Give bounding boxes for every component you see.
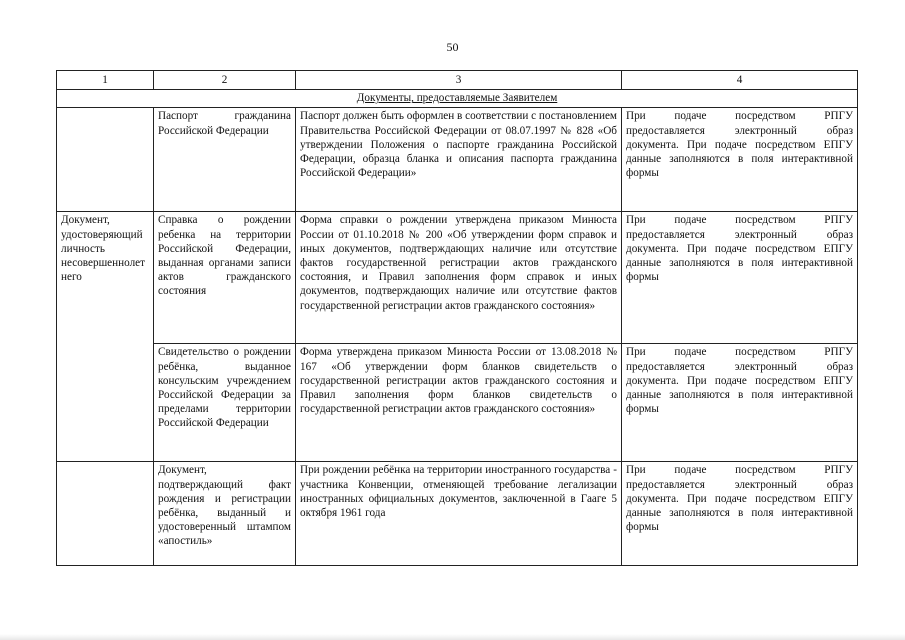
page-number: 50 <box>446 40 459 54</box>
page-bottom-edge <box>0 634 905 640</box>
cell-requirements: Форма утверждена приказом Минюста России от 13.08.2018 № 167 «Об утверждении форм бланков свидетельств о государственной регистрации актов гражданского состояния и Правил заполнения форм бланков свидетельств о государственной регистрации актов гражданского состояния» <box>296 344 622 462</box>
table-row <box>57 108 858 212</box>
section-title: Документы, предоставляемые Заявителем <box>57 90 858 108</box>
cell-document-name: Документ, подтверждающий факт рождения и регистрации ребёнка, выданный и удостоверенный штампом «апостиль» <box>154 462 296 566</box>
column-header-3: 3 <box>296 71 622 90</box>
cell-document-name: Паспорт гражданина Российской Федерации <box>154 108 296 212</box>
header-row <box>57 71 858 90</box>
cell-submission-note: При подаче посредством РПГУ предоставляется электронный образ документа. При подаче посредством ЕПГУ данные заполняются в поля интерактивной формы <box>622 462 858 566</box>
column-header-4: 4 <box>622 71 858 90</box>
cell-document-type <box>57 108 154 212</box>
cell-submission-note: При подаче посредством РПГУ предоставляется электронный образ документа. При подаче посредством ЕПГУ данные заполняются в поля интерактивной формы <box>622 212 858 344</box>
section-row <box>57 90 858 108</box>
table-row <box>57 462 858 566</box>
cell-requirements: Паспорт должен быть оформлен в соответствии с постановлением Правительства Российской Федерации от 08.07.1997 № 828 «Об утверждении Положения о паспорте гражданина Российской Федерации, образца бланка и описания паспорта гражданина Российской Федерации» <box>296 108 622 212</box>
cell-requirements: Форма справки о рождении утверждена приказом Минюста России от 01.10.2018 № 200 «Об утверждении форм справок и иных документов, подтверждающих наличие или отсутствие фактов государственной регистрации актов гражданского состояния, и Правил заполнения форм справок и иных документов, подтверждающих наличие или отсутствие фактов государственной регистрации актов гражданского состояния» <box>296 212 622 344</box>
documents-table <box>56 70 858 566</box>
cell-document-name: Справка о рождении ребенка на территории Российской Федерации, выданная органами записи актов гражданского состояния <box>154 212 296 344</box>
cell-submission-note: При подаче посредством РПГУ предоставляется электронный образ документа. При подаче посредством ЕПГУ данные заполняются в поля интерактивной формы <box>622 108 858 212</box>
column-header-1: 1 <box>57 71 154 90</box>
column-header-2: 2 <box>154 71 296 90</box>
table-row <box>57 344 858 462</box>
cell-document-name: Свидетельство о рождении ребёнка, выданное консульским учреждением Российской Федерации за пределами территории Российской Федерации <box>154 344 296 462</box>
table-row <box>57 212 858 344</box>
cell-document-type <box>57 462 154 566</box>
cell-requirements: При рождении ребёнка на территории иностранного государства - участника Конвенции, отменяющей требование легализации иностранных официальных документов, заключенной в Гааге 5 октября 1961 года <box>296 462 622 566</box>
cell-document-type: Документ, удостоверяющий личность несовершеннолетнего <box>57 212 154 462</box>
cell-submission-note: При подаче посредством РПГУ предоставляется электронный образ документа. При подаче посредством ЕПГУ данные заполняются в поля интерактивной формы <box>622 344 858 462</box>
